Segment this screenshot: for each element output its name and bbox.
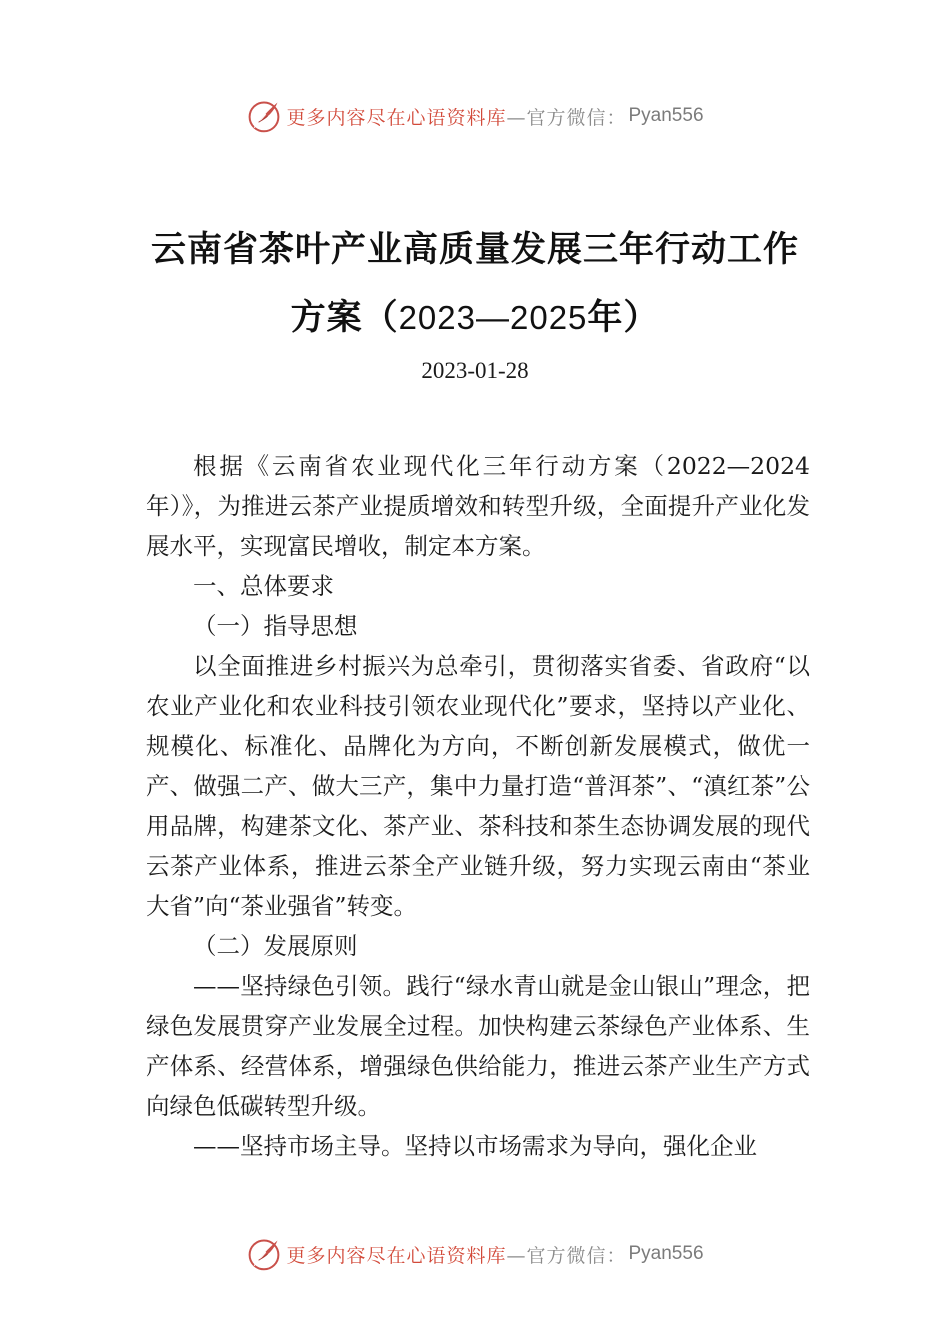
document-title-line2 xyxy=(0,290,950,340)
title-prefix: 方案（ xyxy=(290,298,399,338)
subheading-guiding-ideology: （一）指导思想 xyxy=(193,612,358,640)
watermark-wechat-id: Pyan556 xyxy=(628,1243,704,1264)
paragraph-market-led: ——坚持市场主导。坚持以市场需求为导向，强化企业 xyxy=(193,1132,757,1160)
title-suffix: 年） xyxy=(587,298,660,338)
feather-pen-logo-icon xyxy=(246,98,282,134)
subheading-development-principles: （二）发展原则 xyxy=(193,932,358,960)
document-body xyxy=(146,446,810,1166)
watermark-gray-text: —官方微信： xyxy=(506,106,627,129)
document-date: 2023-01-28 xyxy=(421,358,529,383)
document-title-line1: 云南省茶叶产业高质量发展三年行动工作 xyxy=(150,230,799,270)
title-years: 2023—2025 xyxy=(398,299,588,336)
paragraph-guiding-ideology: 以全面推进乡村振兴为总牵引，贯彻落实省委、省政府“以农业产业化和农业科技引领农业现代化”要求，坚持以产业化、规模化、标准化、品牌化为方向，不断创新发展模式，做优一产、做强二产、做大三产，集中力量打造“普洱茶”、“滇红茶”公用品牌，构建茶文化、茶产业、茶科技和茶生态协调发展的现代云茶产业体系，推进云茶全产业链升级，努力实现云南由“茶业大省”向“茶业强省”转变。 xyxy=(146,652,810,920)
watermark-wechat-id: Pyan556 xyxy=(628,105,704,126)
watermark-banner-top xyxy=(0,96,950,136)
heading-general-requirements: 一、总体要求 xyxy=(193,572,334,600)
watermark-banner-bottom xyxy=(0,1234,950,1274)
watermark-red-text: 更多内容尽在心语资料库 xyxy=(286,1244,507,1267)
feather-pen-logo-icon xyxy=(246,1236,282,1272)
paragraph-green-leadership: ——坚持绿色引领。践行“绿水青山就是金山银山”理念，把绿色发展贯穿产业发展全过程。加快构建云茶绿色产业体系、生产体系、经营体系，增强绿色供给能力，推进云茶产业生产方式向绿色低碳转型升级。 xyxy=(146,972,810,1120)
paragraph-intro: 根据《云南省农业现代化三年行动方案（2022—2024年）》，为推进云茶产业提质增效和转型升级，全面提升产业化发展水平，实现富民增收，制定本方案。 xyxy=(146,452,810,560)
watermark-red-text: 更多内容尽在心语资料库 xyxy=(286,106,507,129)
watermark-gray-text: —官方微信： xyxy=(506,1244,627,1267)
